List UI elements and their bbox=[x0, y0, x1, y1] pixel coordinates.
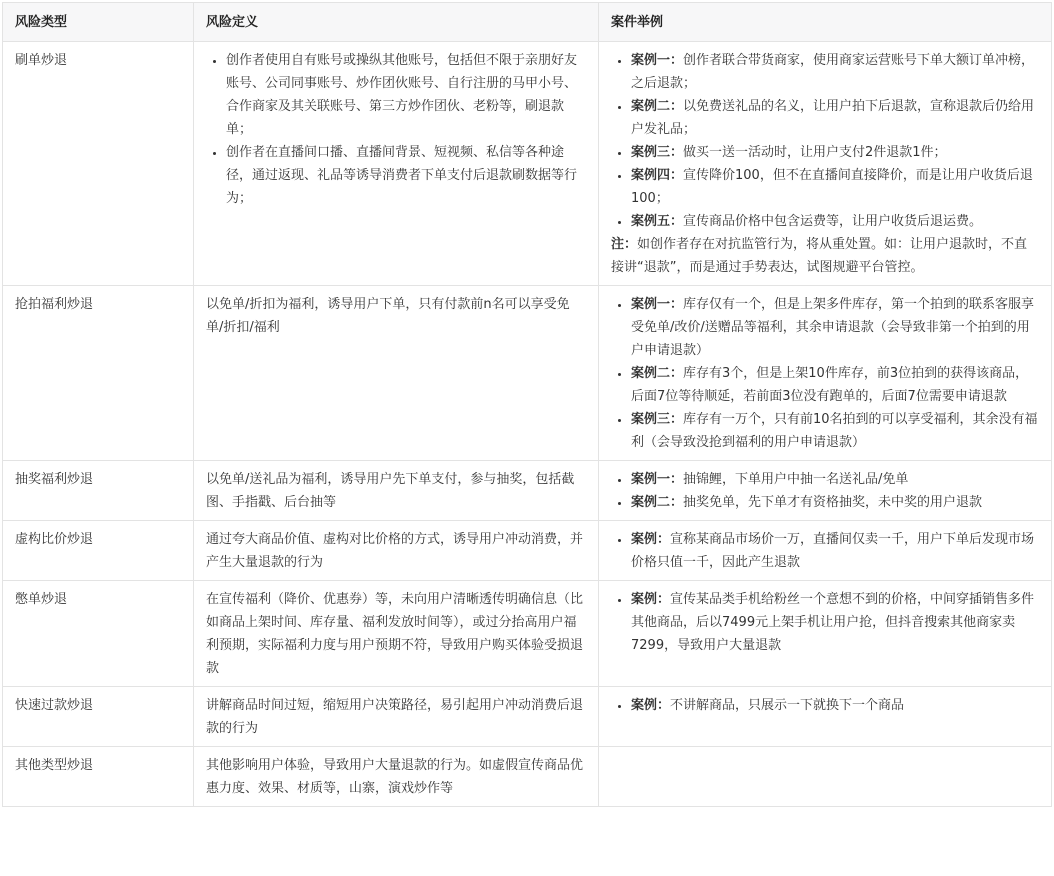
definition-list bbox=[206, 49, 586, 210]
risk-definition-cell: 其他影响用户体验，导致用户大量退款的行为。如虚假宣传商品优惠力度、效果、材质等，山寨，演戏炒作等 bbox=[194, 747, 599, 807]
example-item bbox=[631, 164, 1039, 210]
risk-definition-cell: 通过夸大商品价值、虚构对比价格的方式，诱导用户冲动消费，并产生大量退款的行为 bbox=[194, 521, 599, 581]
example-item bbox=[631, 141, 1039, 164]
table-row bbox=[3, 581, 1052, 687]
risk-type-cell: 快速过款炒退 bbox=[3, 687, 194, 747]
risk-definition-cell: 以免单/折扣为福利，诱导用户下单，只有付款前n名可以享受免单/折扣/福利 bbox=[194, 286, 599, 461]
example-text: 库存有一万个，只有前10名拍到的可以享受福利，其余没有福利（会导致没抢到福利的用户申请退款） bbox=[631, 412, 1038, 450]
example-label: 案例四： bbox=[631, 168, 684, 183]
example-label: 案例二： bbox=[631, 495, 684, 510]
example-label: 案例三： bbox=[631, 412, 684, 427]
example-item bbox=[631, 588, 1039, 657]
table-row bbox=[3, 521, 1052, 581]
example-item bbox=[631, 468, 1039, 491]
example-text: 宣传商品价格中包含运费等，让用户收货后退运费。 bbox=[683, 214, 983, 229]
note-label: 注： bbox=[611, 237, 638, 252]
risk-definition-cell: 在宣传福利（降价、优惠券）等，未向用户清晰透传明确信息（比如商品上架时间、库存量、福利发放时间等），或过分抬高用户福利预期，实际福利力度与用户预期不符，导致用户购买体验受损退款 bbox=[194, 581, 599, 687]
example-label: 案例： bbox=[631, 592, 671, 607]
risk-type-cell: 抽奖福利炒退 bbox=[3, 461, 194, 521]
case-examples-cell bbox=[599, 42, 1052, 286]
example-list bbox=[611, 694, 1039, 717]
example-label: 案例一： bbox=[631, 472, 684, 487]
example-text: 以免费送礼品的名义，让用户拍下后退款，宣称退款后仍给用户发礼品； bbox=[631, 99, 1035, 137]
example-item bbox=[631, 210, 1039, 233]
example-label: 案例五： bbox=[631, 214, 684, 229]
example-list bbox=[611, 49, 1039, 233]
example-list bbox=[611, 588, 1039, 657]
example-text: 抽锦鲤，下单用户中抽一名送礼品/免单 bbox=[683, 472, 909, 487]
example-text: 宣传某品类手机给粉丝一个意想不到的价格，中间穿插销售多件其他商品，后以7499元上架手机让用户抢，但抖音搜索其他商家卖7299，导致用户大量退款 bbox=[631, 592, 1035, 653]
risk-type-cell: 其他类型炒退 bbox=[3, 747, 194, 807]
note-text: 如创作者存在对抗监管行为，将从重处置。如：让用户退款时，不直接讲“退款”，而是通过手势表达，试图规避平台管控。 bbox=[611, 237, 1028, 275]
case-examples-cell bbox=[599, 521, 1052, 581]
header-risk-type: 风险类型 bbox=[3, 3, 194, 42]
example-label: 案例三： bbox=[631, 145, 684, 160]
case-examples-cell bbox=[599, 581, 1052, 687]
risk-type-cell: 虚构比价炒退 bbox=[3, 521, 194, 581]
example-item bbox=[631, 491, 1039, 514]
example-item bbox=[631, 362, 1039, 408]
example-item bbox=[631, 49, 1039, 95]
example-text: 库存仅有一个，但是上架多件库存，第一个拍到的联系客服享受免单/改价/送赠品等福利，其余申请退款（会导致非第一个拍到的用户申请退款） bbox=[631, 297, 1035, 358]
example-text: 库存有3个，但是上架10件库存，前3位拍到的获得该商品，后面7位等待顺延，若前面3位没有跑单的，后面7位需要申请退款 bbox=[631, 366, 1029, 404]
example-item bbox=[631, 95, 1039, 141]
example-text: 宣传降价100，但不在直播间直接降价，而是让用户收货后退100； bbox=[631, 168, 1033, 206]
risk-table bbox=[2, 2, 1052, 807]
table-row bbox=[3, 461, 1052, 521]
risk-type-cell: 抢拍福利炒退 bbox=[3, 286, 194, 461]
case-examples-cell bbox=[599, 687, 1052, 747]
case-examples-cell bbox=[599, 461, 1052, 521]
risk-type-cell: 憋单炒退 bbox=[3, 581, 194, 687]
table-row bbox=[3, 687, 1052, 747]
note bbox=[611, 233, 1039, 279]
example-label: 案例二： bbox=[631, 99, 684, 114]
risk-definition-cell bbox=[194, 42, 599, 286]
example-list bbox=[611, 468, 1039, 514]
header-case-examples: 案件举例 bbox=[599, 3, 1052, 42]
example-text: 做买一送一活动时，让用户支付2件退款1件； bbox=[683, 145, 947, 160]
example-text: 不讲解商品，只展示一下就换下一个商品 bbox=[670, 698, 905, 713]
example-label: 案例： bbox=[631, 532, 671, 547]
table-row bbox=[3, 286, 1052, 461]
table-header-row bbox=[3, 3, 1052, 42]
definition-item: • 创作者在直播间口播、直播间背景、短视频、私信等各种途径，通过返现、礼品等诱导消费者下单支付后退款刷数据等行为； bbox=[226, 141, 586, 210]
example-label: 案例一： bbox=[631, 53, 684, 68]
table-row bbox=[3, 747, 1052, 807]
case-examples-cell bbox=[599, 747, 1052, 807]
risk-definition-cell: 以免单/送礼品为福利，诱导用户先下单支付，参与抽奖，包括截图、手指戳、后台抽等 bbox=[194, 461, 599, 521]
example-label: 案例二： bbox=[631, 366, 684, 381]
example-text: 创作者联合带货商家，使用商家运营账号下单大额订单冲榜，之后退款； bbox=[631, 53, 1035, 91]
risk-type-cell: 刷单炒退 bbox=[3, 42, 194, 286]
example-item bbox=[631, 293, 1039, 362]
definition-item: • 创作者使用自有账号或操纵其他账号，包括但不限于亲朋好友账号、公司同事账号、炒作团伙账号、自行注册的马甲小号、合作商家及其关联账号、第三方炒作团伙、老粉等，刷退款单； bbox=[226, 49, 586, 141]
case-examples-cell bbox=[599, 286, 1052, 461]
example-label: 案例一： bbox=[631, 297, 684, 312]
example-text: 抽奖免单，先下单才有资格抽奖，未中奖的用户退款 bbox=[683, 495, 983, 510]
example-item bbox=[631, 528, 1039, 574]
example-label: 案例： bbox=[631, 698, 671, 713]
header-risk-definition: 风险定义 bbox=[194, 3, 599, 42]
table-row bbox=[3, 42, 1052, 286]
risk-definition-cell: 讲解商品时间过短，缩短用户决策路径，易引起用户冲动消费后退款的行为 bbox=[194, 687, 599, 747]
example-text: 宣称某商品市场价一万，直播间仅卖一千，用户下单后发现市场价格只值一千，因此产生退款 bbox=[631, 532, 1035, 570]
example-list bbox=[611, 528, 1039, 574]
example-item bbox=[631, 408, 1039, 454]
example-item bbox=[631, 694, 1039, 717]
example-list bbox=[611, 293, 1039, 454]
